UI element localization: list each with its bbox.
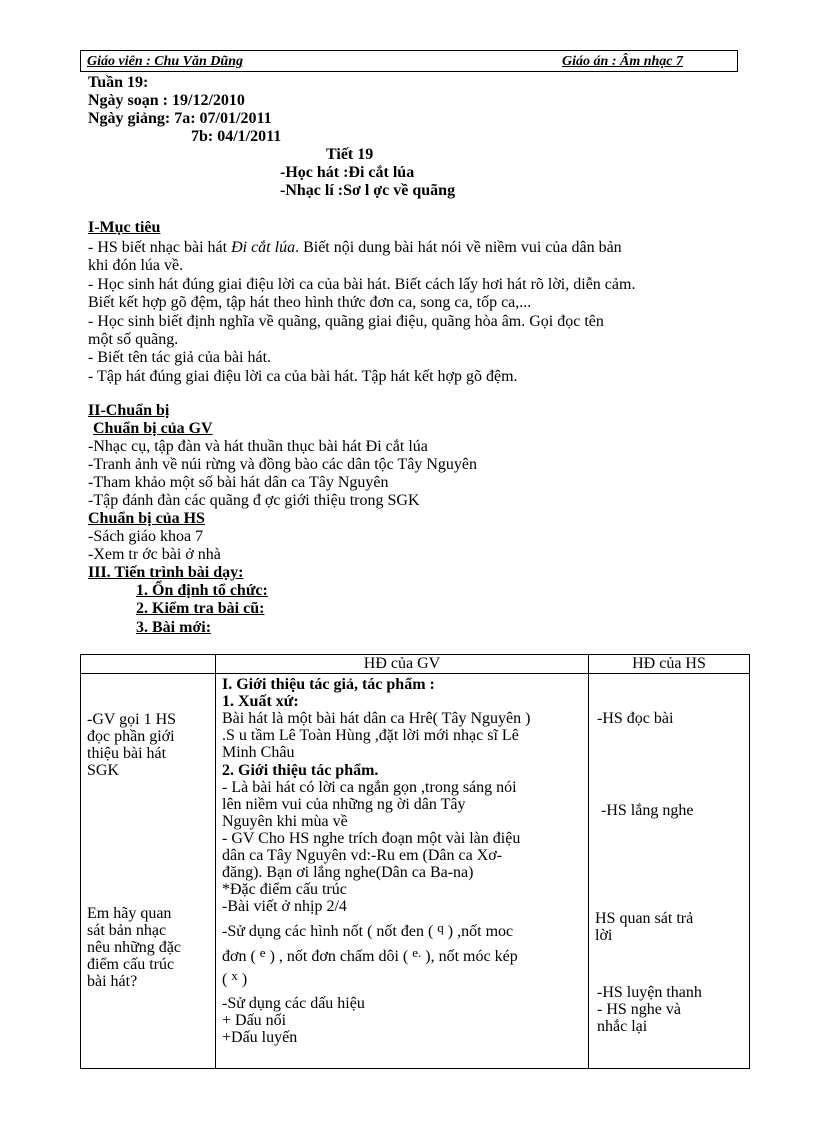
student-prep-1: -Sách giáo khoa 7 [88, 528, 204, 545]
lesson-topic-song: -Học hát :Đi cắt lúa [280, 164, 415, 181]
sixteenth-note-symbol: x [231, 968, 238, 983]
step-3: 3. Bài mới: [136, 619, 212, 636]
student-activity-3: HS quan sát trả lời [595, 910, 694, 944]
preparation-heading: II-Chuẩn bị [88, 402, 170, 419]
header-cell-empty [81, 655, 216, 674]
objective-line-2: khi đón lúa về. [88, 257, 184, 274]
right-column [589, 674, 750, 1069]
lesson-topic-theory: -Nhạc lí :Sơ l ợc về quãng [280, 182, 456, 199]
objective-line-8: - Tập hát đúng giai điệu lời ca của bài hát. Tập hát kết hợp gõ đệm. [88, 368, 518, 385]
objectives-heading: I-Mục tiêu [88, 219, 161, 236]
teacher-prep-heading: Chuẩn bị của GV [93, 420, 213, 437]
header-cell-student: HĐ của HS [589, 655, 750, 674]
objective-line-7: - Biết tên tác giả của bài hát. [88, 349, 272, 366]
quarter-note-symbol: q [437, 920, 444, 935]
table-row [81, 674, 750, 1069]
work-heading: 2. Giới thiệu tác phẩm. [222, 762, 379, 779]
objective-line-3: - Học sinh hát đúng giai điệu lời ca của bài hát. Biết cách lấy hơi hát rõ lời, diễn cảm. [88, 276, 636, 293]
structure-text: *Đặc điểm cấu trúc -Bài viết ở nhịp 2/4 [222, 881, 347, 915]
teacher-prep-3: -Tham khảo một số bài hát dân ca Tây Nguyên [88, 474, 389, 491]
plan-subject: Giáo án : Âm nhạc 7 [562, 54, 683, 69]
header-cell-teacher: HĐ của GV [216, 655, 589, 674]
student-prep-heading: Chuẩn bị của HS [88, 510, 205, 527]
left-note-1: -GV gọi 1 HS đọc phần giới thiệu bài hát SGK [87, 711, 177, 779]
step-2: 2. Kiểm tra bài cũ: [136, 600, 265, 617]
note-types-line-2: đơn ( $^e$ ) , nốt đơn chấm dôi ( $^{e.}$ ), nốt móc kép [222, 945, 518, 965]
work-text: - Là bài hát có lời ca ngắn gọn ,trong sáng nói lên niềm vui của những ng ời dân Tây Nguyên khi mùa về [222, 779, 517, 830]
left-note-2: Em hãy quan sát bản nhạc nêu những đặc điểm cấu trúc bài hát? [87, 905, 181, 990]
song-title-italic: Đi cắt lúa [231, 239, 296, 256]
step-1: 1. Ổn định tổ chức: [136, 582, 268, 599]
eighth-note-symbol: e [259, 945, 266, 960]
teach-date-7a: Ngày giảng: 7a: 07/01/2011 [88, 110, 272, 127]
objective-line-1 [88, 239, 622, 257]
section-intro-heading: I. Giới thiệu tác giả, tác phẩm : [222, 676, 435, 693]
period-title: Tiết 19 [326, 146, 374, 163]
middle-column [216, 674, 589, 1069]
objective-line-4: Biết kết hợp gõ đệm, tập hát theo hình thức đơn ca, song ca, tốp ca,... [88, 294, 532, 311]
page-header [80, 50, 738, 72]
teacher-prep-1: -Nhạc cụ, tập đàn và hát thuần thục bài hát Đi cắt lúa [88, 438, 428, 455]
objective-line-1-a: - HS biết nhạc bài hát [88, 239, 232, 256]
table-header-row [81, 655, 750, 674]
objective-line-6: một số quãng. [88, 331, 179, 348]
student-activity-4: -HS luyện thanh - HS nghe và nhắc lại [597, 984, 702, 1035]
note-types-line-3: ( $^x$ ) [222, 968, 248, 988]
origin-heading: 1. Xuất xứ: [222, 693, 299, 710]
dotted-eighth-note-symbol: e. [412, 945, 422, 960]
origin-text: Bài hát là một bài hát dân ca Hrê( Tây Nguyên ) .S u tầm Lê Toàn Hùng ,đặt lời mới nhạc sĩ Lê Minh Châu [222, 710, 531, 761]
symbols-text: -Sử dụng các dấu hiệu + Dấu nối +Dấu luyến [222, 995, 365, 1046]
note-types-line-1: -Sử dụng các hình nốt ( nốt đen ( $^q$ ) ,nốt moc [222, 920, 514, 940]
student-prep-2: -Xem tr ớc bài ở nhà [88, 546, 221, 563]
student-activity-2: -HS lắng nghe [601, 802, 694, 819]
prep-date: Ngày soạn : 19/12/2010 [88, 92, 245, 109]
week-label: Tuần 19: [88, 74, 149, 91]
teach-date-7b: 7b: 04/1/2011 [191, 128, 282, 145]
teacher-prep-4: -Tập đánh đàn các quãng đ ợc giới thiệu trong SGK [88, 492, 420, 509]
objective-line-5: - Học sinh biết định nghĩa về quãng, quãng giai điệu, quãng hòa âm. Gọi đọc tên [88, 313, 604, 330]
teacher-prep-2: -Tranh ảnh về núi rừng và đồng bào các dân tộc Tây Nguyên [88, 456, 478, 473]
process-heading: III. Tiến trình bài dạy: [88, 564, 244, 581]
objective-line-1-c: . Biết nội dung bài hát nói về niềm vui của dân bản [295, 239, 622, 256]
listening-text: - GV Cho HS nghe trích đoạn một vài làn điệu dân ca Tây Nguyên vd:-Ru em (Dân ca Xơ- đăng). Bạn ơi lắng nghe(Dân ca Ba-na) [222, 830, 521, 881]
teacher-name: Giáo viên : Chu Văn Dũng [87, 54, 243, 69]
student-activity-1: -HS đọc bài [597, 710, 674, 727]
activity-table [80, 654, 750, 1069]
left-column [81, 674, 216, 1069]
